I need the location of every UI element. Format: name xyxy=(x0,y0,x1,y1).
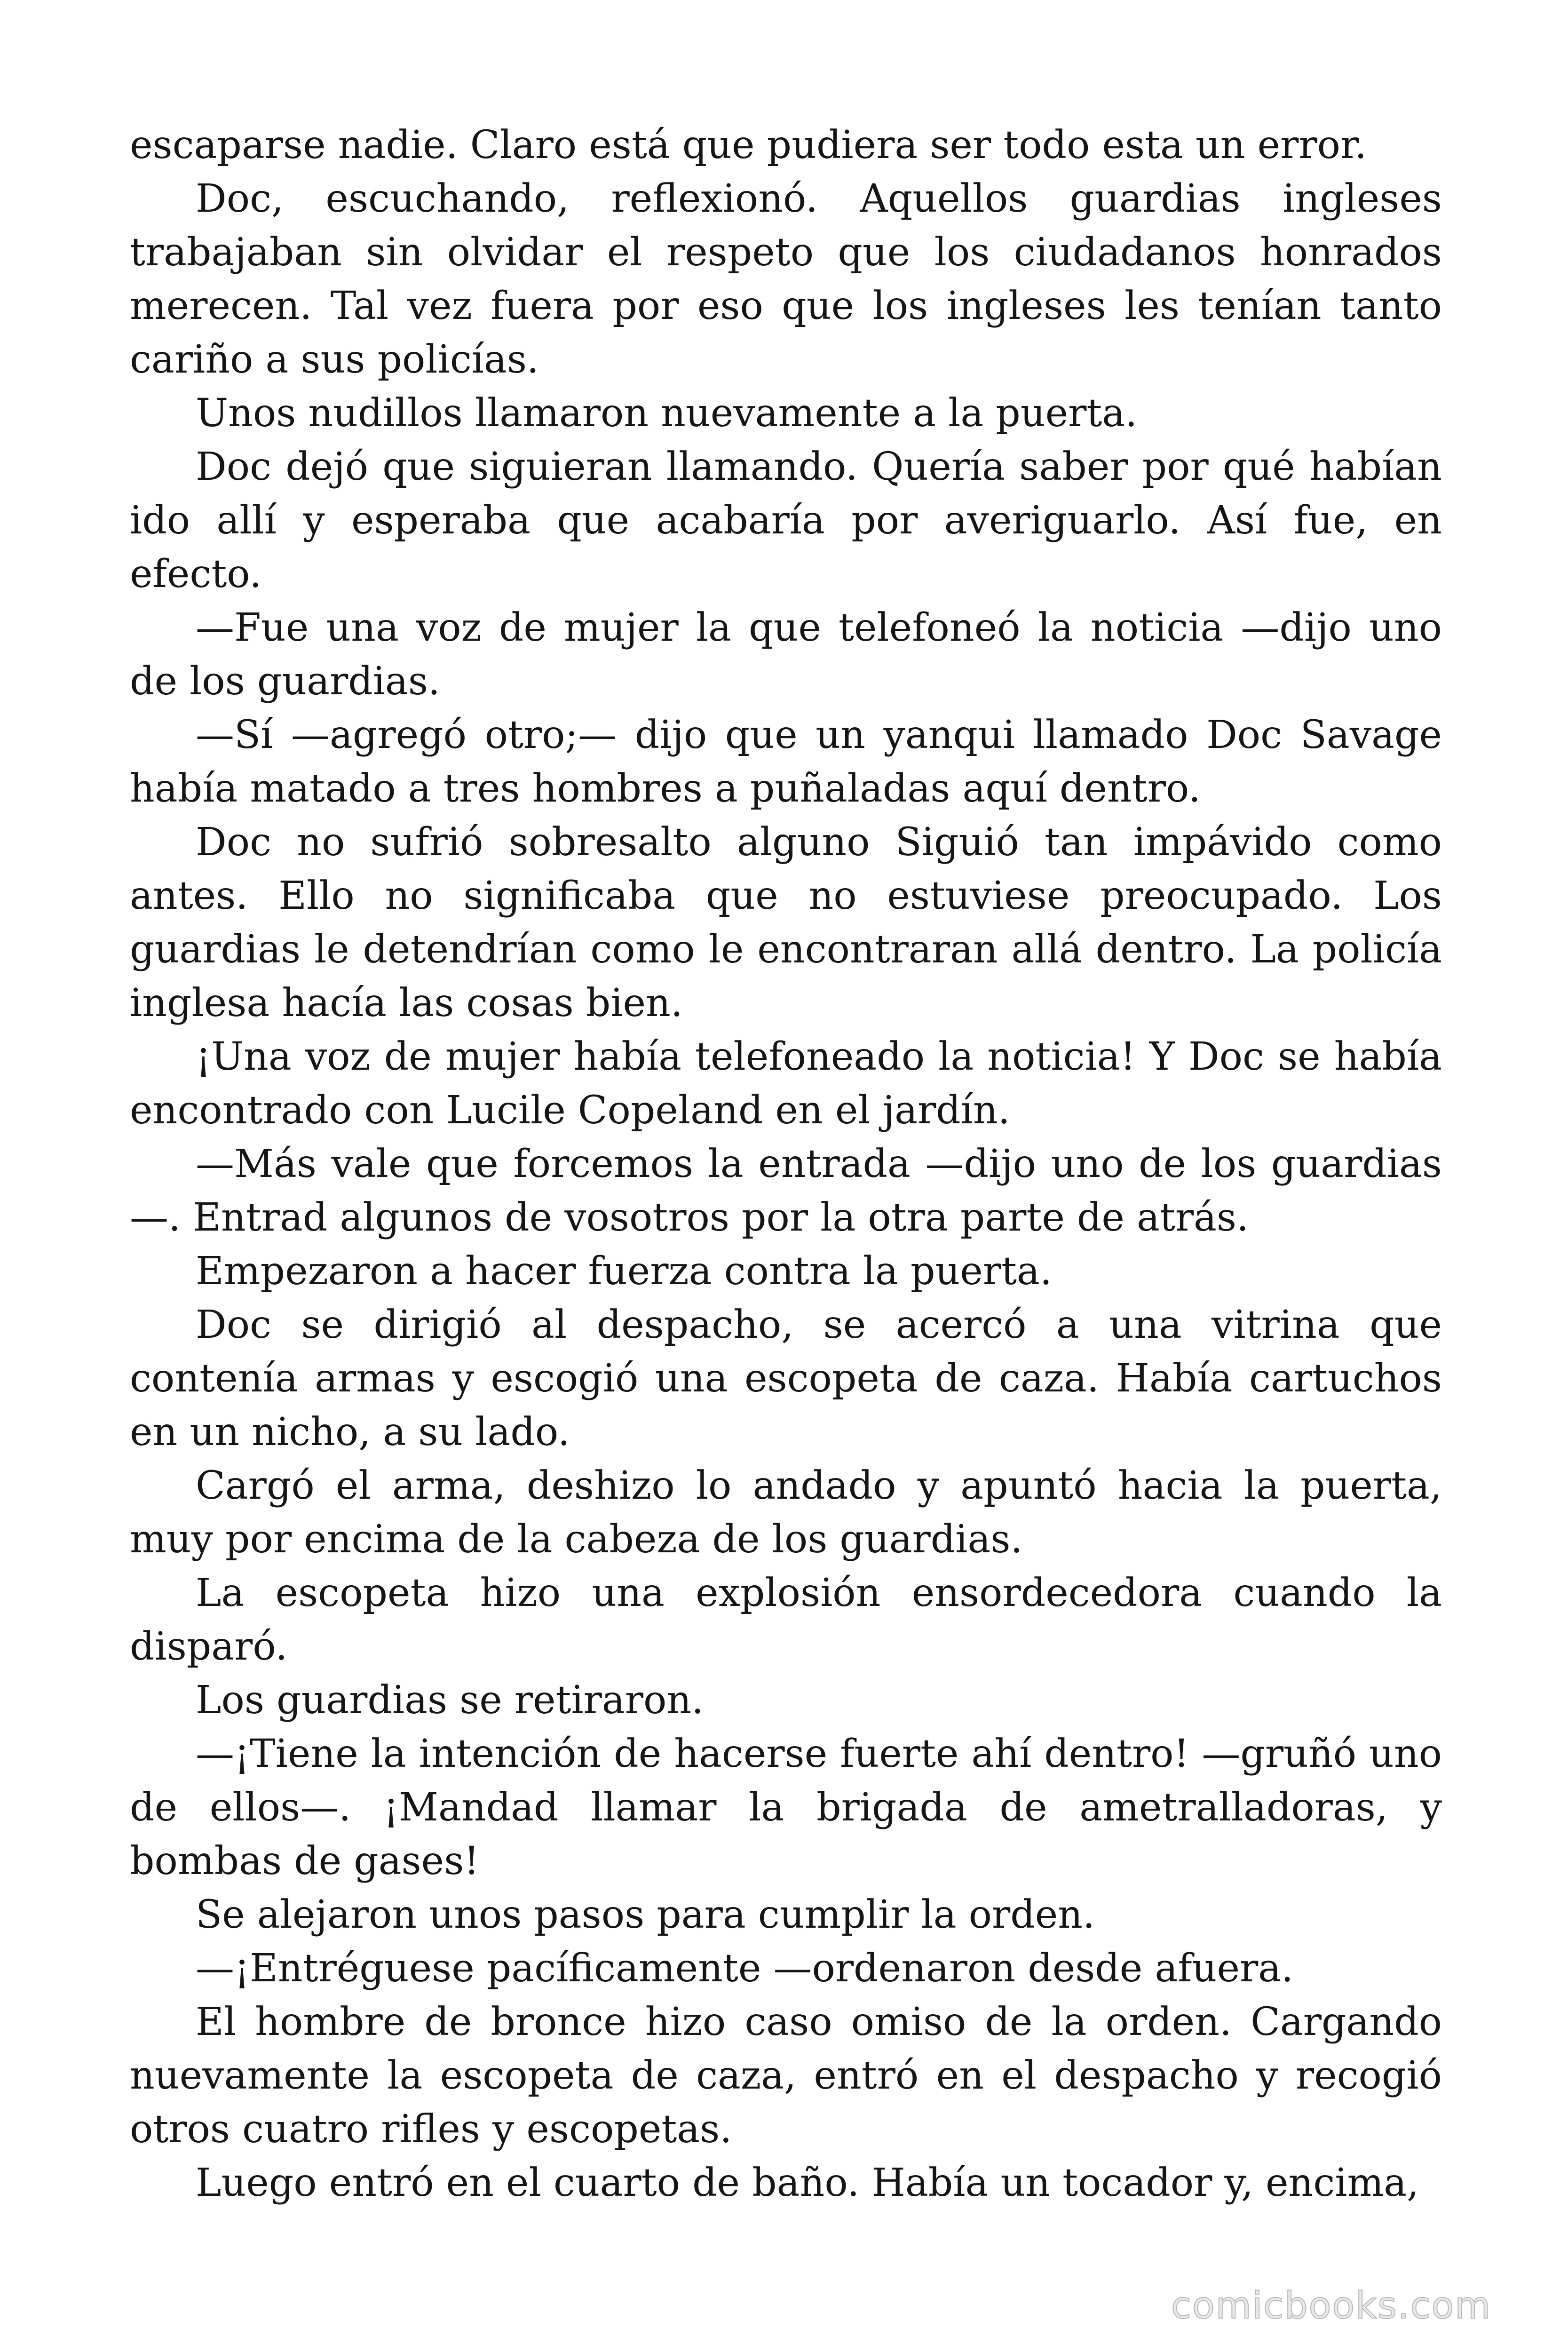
page-text xyxy=(130,119,1442,2210)
paragraph-19: Luego entró en el cuarto de baño. Había un tocador y, encima, xyxy=(196,2161,1419,2205)
paragraph-9: —Más vale que forcemos la entrada —dijo uno de los guardias —. Entrad algunos de vosotros por la otra parte de atrás. xyxy=(130,1142,1442,1240)
paragraph-11: Doc se dirigió al despacho, se acercó a una vitrina que contenía armas y escogió una escopeta de caza. Había cartuchos en un nicho, a su lado. xyxy=(130,1303,1442,1454)
paragraph-16: Se alejaron unos pasos para cumplir la orden. xyxy=(196,1892,1095,1937)
paragraph-6: —Sí —agregó otro;— dijo que un yanqui llamado Doc Savage había matado a tres hombres a puñaladas aquí dentro. xyxy=(130,713,1442,811)
watermark: comicbooks.com xyxy=(1171,2285,1492,2327)
paragraph-8: ¡Una voz de mujer había telefoneado la noticia! Y Doc se había encontrado con Lucile Copeland en el jardín. xyxy=(130,1034,1442,1133)
paragraph-4: Doc dejó que siguieran llamando. Quería saber por qué habían ido allí y esperaba que acabaría por averiguarlo. Así fue, en efecto. xyxy=(130,445,1442,596)
paragraph-3: Unos nudillos llamaron nuevamente a la puerta. xyxy=(196,391,1138,436)
paragraph-2: Doc, escuchando, reflexionó. Aquellos guardias ingleses trabajaban sin olvidar el respeto que los ciudadanos honrados merecen. Tal vez fuera por eso que los ingleses les tenían tanto cariño a sus policías. xyxy=(130,176,1442,382)
paragraph-5: —Fue una voz de mujer la que telefoneó la noticia —dijo uno de los guardias. xyxy=(130,605,1442,704)
paragraph-10: Empezaron a hacer fuerza contra la puerta. xyxy=(196,1249,1052,1294)
paragraph-12: Cargó el arma, deshizo lo andado y apuntó hacia la puerta, muy por encima de la cabeza de los guardias. xyxy=(130,1463,1442,1562)
paragraph-7: Doc no sufrió sobresalto alguno Siguió tan impávido como antes. Ello no significaba que no estuviese preocupado. Los guardias le detendrían como le encontraran allá dentro. La policía inglesa hacía las cosas bien. xyxy=(130,820,1442,1025)
paragraph-1: escaparse nadie. Claro está que pudiera ser todo esta un error. xyxy=(130,123,1367,167)
paragraph-15: —¡Tiene la intención de hacerse fuerte ahí dentro! —gruñó uno de ellos—. ¡Mandad llamar la brigada de ametralladoras, y bombas de gases! xyxy=(130,1732,1442,1883)
paragraph-17: —¡Entréguese pacíficamente —ordenaron desde afuera. xyxy=(196,1946,1294,1991)
paragraph-13: La escopeta hizo una explosión ensordecedora cuando la disparó. xyxy=(130,1571,1442,1669)
paragraph-18: El hombre de bronce hizo caso omiso de la orden. Cargando nuevamente la escopeta de caza, entró en el despacho y recogió otros cuatro rifles y escopetas. xyxy=(130,2000,1442,2152)
paragraph-14: Los guardias se retiraron. xyxy=(196,1678,704,1723)
